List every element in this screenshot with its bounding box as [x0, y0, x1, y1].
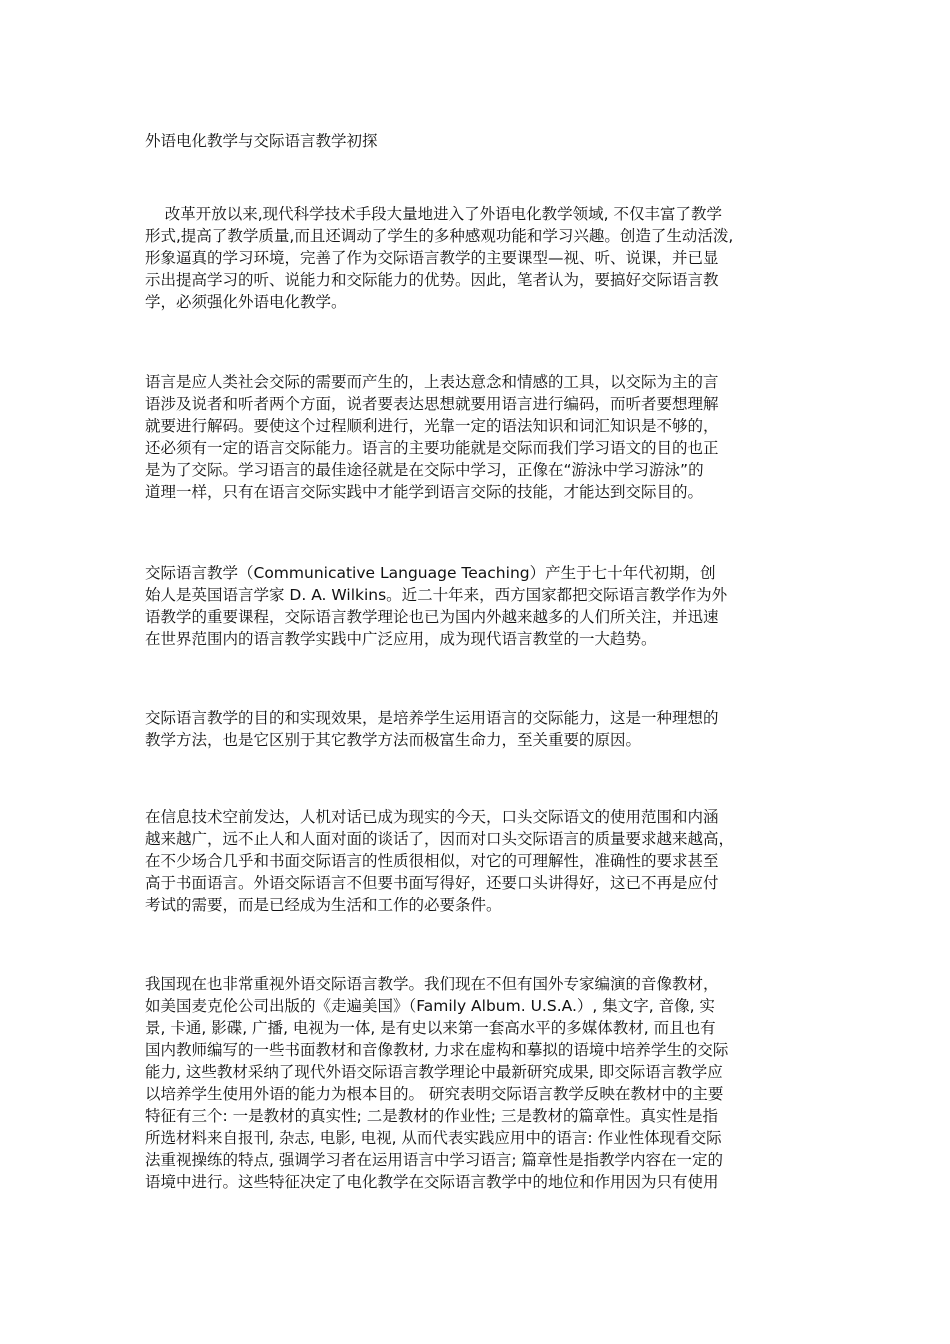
text-line: 示出提高学习的听、说能力和交际能力的优势。因此，笔者认为，要搞好交际语言教 — [145, 271, 719, 289]
text-line: 我国现在也非常重视外语交际语言教学。我们现在不但有国外专家编演的音像教材， — [145, 975, 719, 993]
text-line: 就要进行解码。要使这个过程顺利进行，光靠一定的语法知识和词汇知识是不够的， — [145, 417, 719, 435]
paragraph-oral-communication — [145, 806, 815, 916]
text-line: 语言是应人类社会交际的需要而产生的，上表达意念和情感的工具，以交际为主的言 — [145, 373, 719, 391]
text-line: 越来越广，远不止人和人面对面的谈话了，因而对口头交际语言的质量要求越来越高， — [145, 830, 735, 848]
text-line: 法重视操练的特点, 强调学习者在运用语言中学习语言; 篇章性是指教学内容在一定的 — [145, 1151, 724, 1169]
text-line: 特征有三个: 一是教材的真实性; 二是教材的作业性; 三是教材的篇章性。真实性是指 — [145, 1107, 718, 1125]
text-line: 在信息技术空前发达，人机对话已成为现实的今天，口头交际语文的使用范围和内涵 — [145, 808, 719, 826]
document-title: 外语电化教学与交际语言教学初探 — [145, 132, 378, 150]
text-line: 考试的需要，而是已经成为生活和工作的必要条件。 — [145, 896, 502, 914]
text-line: 是为了交际。学习语言的最佳途径就是在交际中学习，正像在“游泳中学习游泳”的 — [145, 461, 704, 479]
paragraph-teaching-materials — [145, 973, 815, 1193]
text-line: 国内教师编写的一些书面教材和音像教材, 力求在虚构和摹拟的语境中培养学生的交际 — [145, 1041, 729, 1059]
text-line: 能力, 这些教材采纳了现代外语交际语言教学理论中最新研究成果, 即交际语言教学应 — [145, 1063, 723, 1081]
text-line: 还必须有一定的语言交际能力。语言的主要功能就是交际而我们学习语文的目的也正 — [145, 439, 719, 457]
text-line: 在不少场合几乎和书面交际语言的性质很相似，对它的可理解性，准确性的要求甚至 — [145, 852, 719, 870]
text-line: 高于书面语言。外语交际语言不但要书面写得好，还要口头讲得好，这已不再是应付 — [145, 874, 719, 892]
text-line: 景, 卡通, 影碟, 广播, 电视为一体, 是有史以来第一套高水平的多媒体教材, 而且也有 — [145, 1019, 716, 1037]
text-line: 语涉及说者和听者两个方面，说者要表达思想就要用语言进行编码，而听者要想理解 — [145, 395, 719, 413]
paragraph-clt-origin — [145, 562, 815, 650]
paragraph-intro — [145, 203, 815, 313]
text-line: 学，必须强化外语电化教学。 — [145, 293, 347, 311]
text-line: 以培养学生使用外语的能力为根本目的。 研究表明交际语言教学反映在教材中的主要 — [145, 1085, 724, 1103]
text-line: 改革开放以来,现代科学技术手段大量地进入了外语电化教学领域, 不仅丰富了教学 — [145, 205, 722, 223]
text-line: 教学方法，也是它区别于其它教学方法而极富生命力，至关重要的原因。 — [145, 731, 642, 749]
text-line: 始人是英国语言学家 D. A. Wilkins。近二十年来，西方国家都把交际语言教学作为外 — [145, 586, 728, 604]
text-line: 交际语言教学的目的和实现效果，是培养学生运用语言的交际能力，这是一种理想的 — [145, 709, 719, 727]
text-line: 形象逼真的学习环境，完善了作为交际语言教学的主要课型—视、听、说课，并已显 — [145, 249, 719, 267]
paragraph-language-function — [145, 371, 815, 503]
text-line: 语境中进行。这些特征决定了电化教学在交际语言教学中的地位和作用因为只有使用 — [145, 1173, 719, 1191]
paragraph-clt-goal — [145, 707, 815, 751]
text-line: 如美国麦克伦公司出版的《走遍美国》（Family Album. U.S.A.）, 集文字, 音像, 实 — [145, 997, 715, 1015]
text-line: 所选材料来自报刊, 杂志, 电影, 电视, 从而代表实践应用中的语言: 作业性体现看交际 — [145, 1129, 722, 1147]
text-line: 交际语言教学（Communicative Language Teaching）产生于七十年代初期，创 — [145, 564, 716, 582]
text-line: 语教学的重要课程，交际语言教学理论也已为国内外越来越多的人们所关注，并迅速 — [145, 608, 719, 626]
text-line: 形式,提高了教学质量,而且还调动了学生的多种感观功能和学习兴趣。创造了生动活泼, — [145, 227, 734, 245]
text-line: 道理一样，只有在语言交际实践中才能学到语言交际的技能，才能达到交际目的。 — [145, 483, 704, 501]
text-line: 在世界范围内的语言教学实践中广泛应用，成为现代语言教堂的一大趋势。 — [145, 630, 657, 648]
